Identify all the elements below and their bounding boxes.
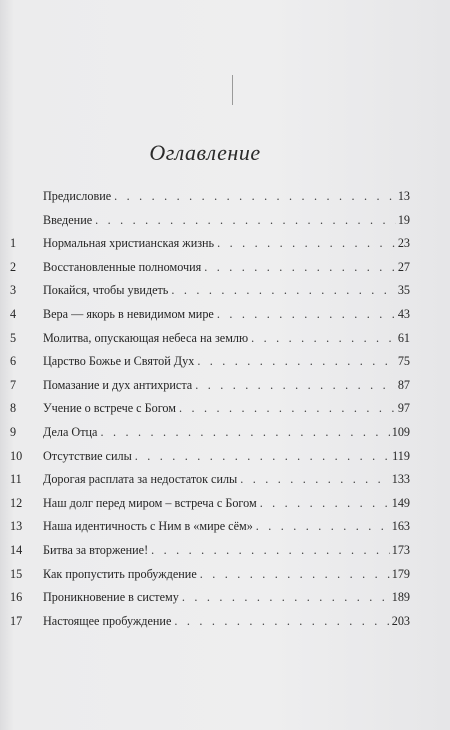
dot-leader [195, 374, 396, 398]
chapter-number: 12 [10, 495, 23, 510]
entry-line [43, 421, 410, 445]
dot-leader [114, 185, 396, 209]
toc-entry [0, 232, 450, 256]
entry-line [43, 374, 410, 398]
entry-line [43, 468, 410, 492]
chapter-title: Предисловие [43, 189, 112, 203]
entry-line [43, 563, 410, 587]
dot-leader [200, 563, 390, 587]
toc-entry [0, 586, 450, 610]
chapter-title: Вера — якорь в невидимом мире [43, 306, 214, 321]
dot-leader [100, 421, 389, 445]
chapter-title: Проникновение в систему [43, 590, 179, 605]
page-number: 133 [391, 472, 410, 487]
entry-line [43, 185, 410, 209]
entry-line [43, 586, 410, 610]
entry-line [43, 256, 410, 280]
chapter-number: 13 [10, 519, 23, 534]
page-number: 163 [391, 519, 410, 534]
toc-entry [0, 350, 450, 374]
chapter-number: 8 [10, 401, 17, 416]
page-number: 119 [392, 448, 410, 463]
page-mark [232, 75, 233, 105]
dot-leader [217, 232, 396, 256]
chapter-number: 17 [10, 613, 23, 628]
page-number: 179 [391, 566, 410, 581]
dot-leader [174, 610, 389, 634]
page-number: 189 [391, 590, 410, 605]
toc-entry [0, 185, 450, 209]
chapter-title: Настоящее пробуждение [43, 613, 172, 628]
entry-line [43, 209, 410, 233]
chapter-title: Дорогая расплата за недостаток силы [43, 472, 238, 487]
toc-entry [0, 279, 450, 303]
chapter-number: 15 [10, 566, 23, 581]
chapter-number: 16 [10, 590, 23, 605]
dot-leader [204, 256, 396, 280]
page-number: 23 [397, 236, 410, 251]
chapter-number: 9 [10, 424, 17, 439]
dot-leader [251, 327, 396, 351]
dot-leader [217, 303, 396, 327]
toc-title: Оглавление [149, 140, 261, 165]
chapter-title: Введение [43, 212, 93, 227]
page-number: 27 [397, 259, 410, 274]
toc-entry [0, 327, 450, 351]
toc-entry [0, 256, 450, 280]
entry-line [43, 303, 410, 327]
entry-line [43, 232, 410, 256]
chapter-number: 14 [10, 542, 23, 557]
page-number: 109 [391, 424, 410, 439]
page-number: 87 [397, 377, 410, 392]
chapter-title: Битва за вторжение! [43, 542, 149, 557]
page-number: 13 [397, 189, 410, 203]
entry-line [43, 397, 410, 421]
dot-leader [256, 515, 390, 539]
page-number: 35 [397, 283, 410, 298]
dot-leader [171, 279, 395, 303]
entry-line [43, 327, 410, 351]
entry-line [43, 279, 410, 303]
toc-entry [0, 610, 450, 634]
entry-line [43, 350, 410, 374]
chapter-title: Наша идентичность с Ним в «мире сём» [43, 519, 253, 534]
entry-line [43, 515, 410, 539]
chapter-number: 1 [10, 236, 17, 251]
chapter-title: Молитва, опускающая небеса на землю [43, 330, 249, 345]
chapter-title: Покайся, чтобы увидеть [43, 283, 169, 298]
toc-entry [0, 303, 450, 327]
chapter-number: 3 [10, 283, 17, 298]
page-number: 173 [391, 542, 410, 557]
toc-entry [0, 374, 450, 398]
page-number: 43 [397, 306, 410, 321]
chapter-number: 6 [10, 354, 17, 369]
entry-line [43, 610, 410, 634]
chapter-number: 10 [10, 448, 23, 463]
dot-leader [95, 209, 396, 233]
chapter-number: 11 [10, 472, 22, 487]
page-number: 61 [397, 330, 410, 345]
dot-leader [197, 350, 396, 374]
chapter-number: 5 [10, 330, 17, 345]
chapter-number: 4 [10, 306, 17, 321]
dot-leader [260, 492, 390, 516]
dot-leader [135, 445, 390, 469]
chapter-title: Учение о встрече с Богом [43, 401, 176, 416]
dot-leader [179, 397, 396, 421]
chapter-title: Наш долг перед миром – встреча с Богом [43, 495, 257, 510]
toc-entry [0, 421, 450, 445]
chapter-title: Царство Божье и Святой Дух [43, 354, 195, 369]
dot-leader [151, 539, 390, 563]
toc-entry [0, 468, 450, 492]
page-number: 149 [391, 495, 410, 510]
toc-entry [0, 209, 450, 233]
chapter-title: Дела Отца [43, 424, 98, 439]
chapter-number: 2 [10, 259, 17, 274]
entry-line [43, 492, 410, 516]
toc-entry [0, 539, 450, 563]
toc-entry [0, 397, 450, 421]
dot-leader [182, 586, 390, 610]
page-number: 97 [397, 401, 410, 416]
toc-entry [0, 445, 450, 469]
chapter-title: Помазание и дух антихриста [43, 377, 193, 392]
chapter-title: Отсутствие силы [43, 448, 132, 463]
chapter-title: Нормальная христианская жизнь [43, 236, 215, 251]
table-of-contents [0, 185, 450, 633]
dot-leader [240, 468, 389, 492]
chapter-title: Как пропустить пробуждение [43, 566, 197, 581]
toc-entry [0, 515, 450, 539]
entry-line [43, 539, 410, 563]
entry-line [43, 445, 410, 469]
chapter-number: 7 [10, 377, 17, 392]
page-number: 75 [397, 354, 410, 369]
toc-entry [0, 492, 450, 516]
page-number: 203 [391, 613, 410, 628]
chapter-title: Восстановленные полномочия [43, 259, 202, 274]
page-number: 19 [397, 212, 410, 227]
toc-entry [0, 563, 450, 587]
